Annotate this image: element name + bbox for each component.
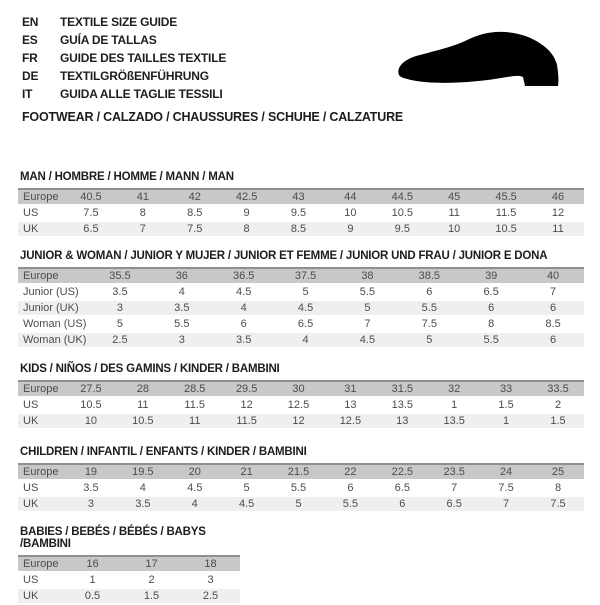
size-cell: 3.5 (65, 480, 117, 496)
table-row (18, 413, 584, 429)
size-cell: 8 (532, 480, 584, 496)
language-title: GUIDE DES TAILLES TEXTILE (60, 51, 227, 65)
table-title-babies: BABIES / BEBÉS / BÉBÉS / BABYS /BAMBINI (20, 526, 206, 550)
size-cell: 22.5 (376, 464, 428, 480)
size-cell: 29.5 (221, 381, 273, 397)
language-title-block (22, 13, 226, 103)
table-row (18, 316, 584, 332)
size-cell: 6 (324, 480, 376, 496)
table-title-kids: KIDS / NIÑOS / DES GAMINS / KINDER / BAMBINI (20, 363, 280, 375)
size-cell: 4 (151, 284, 213, 300)
size-cell: 43 (273, 189, 325, 205)
size-cell: 41 (117, 189, 169, 205)
size-table-section-kids (18, 363, 584, 430)
size-table-man (18, 188, 584, 238)
language-row (22, 67, 226, 85)
language-code: FR (22, 51, 38, 65)
size-cell: 42 (169, 189, 221, 205)
size-table-section-babies (18, 526, 240, 605)
table-row (18, 556, 240, 572)
size-cell: 45.5 (480, 189, 532, 205)
size-cell: 2.5 (181, 588, 240, 604)
size-cell: 35.5 (89, 268, 151, 284)
size-cell: 10.5 (65, 397, 117, 413)
size-cell: 4 (213, 300, 275, 316)
size-cell: 6.5 (460, 284, 522, 300)
language-title: GUIDA ALLE TAGLIE TESSILI (60, 87, 223, 101)
size-cell: 6.5 (376, 480, 428, 496)
size-cell: 42.5 (221, 189, 273, 205)
size-cell: 6 (213, 316, 275, 332)
size-cell: 9.5 (376, 221, 428, 237)
row-label: Europe (18, 556, 63, 572)
size-cell: 13.5 (428, 413, 480, 429)
size-cell: 5 (273, 496, 325, 512)
size-cell: 5.5 (398, 300, 460, 316)
size-cell: 38 (337, 268, 399, 284)
size-cell: 2.5 (89, 332, 151, 348)
size-cell: 10.5 (376, 205, 428, 221)
table-row (18, 284, 584, 300)
size-cell: 4.5 (275, 300, 337, 316)
size-cell: 33.5 (532, 381, 584, 397)
size-cell: 6 (398, 284, 460, 300)
size-cell: 27.5 (65, 381, 117, 397)
row-label: Europe (18, 268, 89, 284)
size-cell: 9.5 (273, 205, 325, 221)
size-cell: 2 (532, 397, 584, 413)
size-cell: 4.5 (221, 496, 273, 512)
size-cell: 5 (221, 480, 273, 496)
size-cell: 1.5 (532, 413, 584, 429)
size-cell: 8.5 (273, 221, 325, 237)
size-table-babies (18, 555, 240, 605)
language-code: DE (22, 69, 39, 83)
size-cell: 21.5 (273, 464, 325, 480)
table-title-junior-woman: JUNIOR & WOMAN / JUNIOR Y MUJER / JUNIOR ET FEMME / JUNIOR UND FRAU / JUNIOR E DONA (20, 250, 548, 262)
row-label: US (18, 572, 63, 588)
table-row (18, 268, 584, 284)
size-cell: 7 (337, 316, 399, 332)
size-cell: 6.5 (428, 496, 480, 512)
size-cell: 6 (460, 300, 522, 316)
row-label: Woman (UK) (18, 332, 89, 348)
table-row (18, 496, 584, 512)
size-cell: 40 (522, 268, 584, 284)
size-cell: 11.5 (221, 413, 273, 429)
dress-shoe-icon (394, 30, 574, 94)
size-cell: 46 (532, 189, 584, 205)
size-cell: 36.5 (213, 268, 275, 284)
size-cell: 6 (522, 332, 584, 348)
size-cell: 6 (376, 496, 428, 512)
size-cell: 40.5 (65, 189, 117, 205)
size-cell: 3.5 (151, 300, 213, 316)
size-cell: 37.5 (275, 268, 337, 284)
size-cell: 11.5 (169, 397, 221, 413)
size-cell: 17 (122, 556, 181, 572)
size-cell: 7 (117, 221, 169, 237)
size-cell: 1 (63, 572, 122, 588)
size-cell: 4.5 (169, 480, 221, 496)
size-cell: 12.5 (273, 397, 325, 413)
table-row (18, 205, 584, 221)
size-cell: 44 (324, 189, 376, 205)
size-cell: 18 (181, 556, 240, 572)
size-cell: 7.5 (480, 480, 532, 496)
size-cell: 7.5 (398, 316, 460, 332)
size-cell: 8 (460, 316, 522, 332)
language-title: GUÍA DE TALLAS (60, 33, 157, 47)
size-cell: 7 (480, 496, 532, 512)
size-cell: 8 (221, 221, 273, 237)
category-heading: FOOTWEAR / CALZADO / CHAUSSURES / SCHUHE / CALZATURE (22, 110, 404, 124)
size-cell: 1 (480, 413, 532, 429)
size-table-junior-woman (18, 267, 584, 349)
size-cell: 5.5 (273, 480, 325, 496)
language-code: ES (22, 33, 38, 47)
size-cell: 7 (522, 284, 584, 300)
table-row (18, 332, 584, 348)
table-row (18, 588, 240, 604)
size-cell: 23.5 (428, 464, 480, 480)
size-cell: 21 (221, 464, 273, 480)
size-cell: 5.5 (460, 332, 522, 348)
size-cell: 19.5 (117, 464, 169, 480)
size-cell: 6.5 (275, 316, 337, 332)
size-cell: 9 (221, 205, 273, 221)
size-table-kids (18, 380, 584, 430)
size-cell: 4 (169, 496, 221, 512)
size-cell: 11 (428, 205, 480, 221)
language-title: TEXTILGRÖßENFÜHRUNG (60, 69, 209, 83)
table-title-man: MAN / HOMBRE / HOMME / MANN / MAN (20, 171, 234, 183)
size-cell: 28.5 (169, 381, 221, 397)
row-label: Europe (18, 381, 65, 397)
size-cell: 0.5 (63, 588, 122, 604)
size-cell: 5 (398, 332, 460, 348)
size-cell: 44.5 (376, 189, 428, 205)
size-cell: 10.5 (480, 221, 532, 237)
size-cell: 5.5 (324, 496, 376, 512)
size-cell: 3 (89, 300, 151, 316)
size-cell: 1.5 (122, 588, 181, 604)
row-label: UK (18, 588, 63, 604)
language-row (22, 49, 226, 67)
size-cell: 4 (275, 332, 337, 348)
size-cell: 11.5 (480, 205, 532, 221)
row-label: Woman (US) (18, 316, 89, 332)
size-cell: 10 (324, 205, 376, 221)
size-cell: 33 (480, 381, 532, 397)
size-cell: 8.5 (522, 316, 584, 332)
size-cell: 10 (65, 413, 117, 429)
size-cell: 31.5 (376, 381, 428, 397)
size-cell: 3 (65, 496, 117, 512)
size-cell: 5 (89, 316, 151, 332)
size-cell: 3.5 (213, 332, 275, 348)
row-label: Junior (UK) (18, 300, 89, 316)
size-cell: 30 (273, 381, 325, 397)
size-table-section-man (18, 171, 584, 238)
row-label: Europe (18, 189, 65, 205)
language-code: IT (22, 87, 33, 101)
size-cell: 24 (480, 464, 532, 480)
size-table-children (18, 463, 584, 513)
language-code: EN (22, 15, 39, 29)
size-cell: 12.5 (324, 413, 376, 429)
size-cell: 12 (273, 413, 325, 429)
size-cell: 13 (324, 397, 376, 413)
size-cell: 31 (324, 381, 376, 397)
size-cell: 11 (532, 221, 584, 237)
size-cell: 12 (532, 205, 584, 221)
size-cell: 3 (151, 332, 213, 348)
size-cell: 5.5 (151, 316, 213, 332)
size-cell: 5 (275, 284, 337, 300)
size-cell: 7.5 (65, 205, 117, 221)
language-row (22, 31, 226, 49)
size-table-section-junior-woman (18, 250, 584, 349)
size-cell: 28 (117, 381, 169, 397)
size-cell: 45 (428, 189, 480, 205)
language-title: TEXTILE SIZE GUIDE (60, 15, 178, 29)
row-label: Junior (US) (18, 284, 89, 300)
table-row (18, 221, 584, 237)
row-label: Europe (18, 464, 65, 480)
size-cell: 11 (117, 397, 169, 413)
table-title-children: CHILDREN / INFANTIL / ENFANTS / KINDER / BAMBINI (20, 446, 307, 458)
table-row (18, 189, 584, 205)
table-row (18, 572, 240, 588)
size-cell: 22 (324, 464, 376, 480)
size-cell: 10.5 (117, 413, 169, 429)
size-cell: 10 (428, 221, 480, 237)
size-cell: 39 (460, 268, 522, 284)
size-cell: 1.5 (480, 397, 532, 413)
row-label: US (18, 397, 65, 413)
row-label: UK (18, 413, 65, 429)
size-cell: 3.5 (117, 496, 169, 512)
size-cell: 13 (376, 413, 428, 429)
row-label: UK (18, 221, 65, 237)
size-cell: 3.5 (89, 284, 151, 300)
size-cell: 4.5 (213, 284, 275, 300)
size-cell: 8 (117, 205, 169, 221)
size-cell: 25 (532, 464, 584, 480)
size-cell: 1 (428, 397, 480, 413)
language-row (22, 85, 226, 103)
size-cell: 16 (63, 556, 122, 572)
size-cell: 7 (428, 480, 480, 496)
size-cell: 32 (428, 381, 480, 397)
row-label: US (18, 205, 65, 221)
table-row (18, 300, 584, 316)
size-cell: 2 (122, 572, 181, 588)
size-cell: 38.5 (398, 268, 460, 284)
size-cell: 20 (169, 464, 221, 480)
size-cell: 8.5 (169, 205, 221, 221)
size-cell: 36 (151, 268, 213, 284)
size-cell: 9 (324, 221, 376, 237)
size-cell: 3 (181, 572, 240, 588)
size-cell: 7.5 (169, 221, 221, 237)
language-row (22, 13, 226, 31)
size-cell: 6.5 (65, 221, 117, 237)
table-row (18, 480, 584, 496)
size-cell: 5 (337, 300, 399, 316)
table-row (18, 381, 584, 397)
size-cell: 6 (522, 300, 584, 316)
size-cell: 5.5 (337, 284, 399, 300)
size-cell: 4.5 (337, 332, 399, 348)
table-row (18, 397, 584, 413)
size-cell: 12 (221, 397, 273, 413)
table-row (18, 464, 584, 480)
row-label: UK (18, 496, 65, 512)
row-label: US (18, 480, 65, 496)
size-cell: 4 (117, 480, 169, 496)
size-table-section-children (18, 446, 584, 513)
size-cell: 19 (65, 464, 117, 480)
size-cell: 7.5 (532, 496, 584, 512)
size-cell: 13.5 (376, 397, 428, 413)
size-cell: 11 (169, 413, 221, 429)
